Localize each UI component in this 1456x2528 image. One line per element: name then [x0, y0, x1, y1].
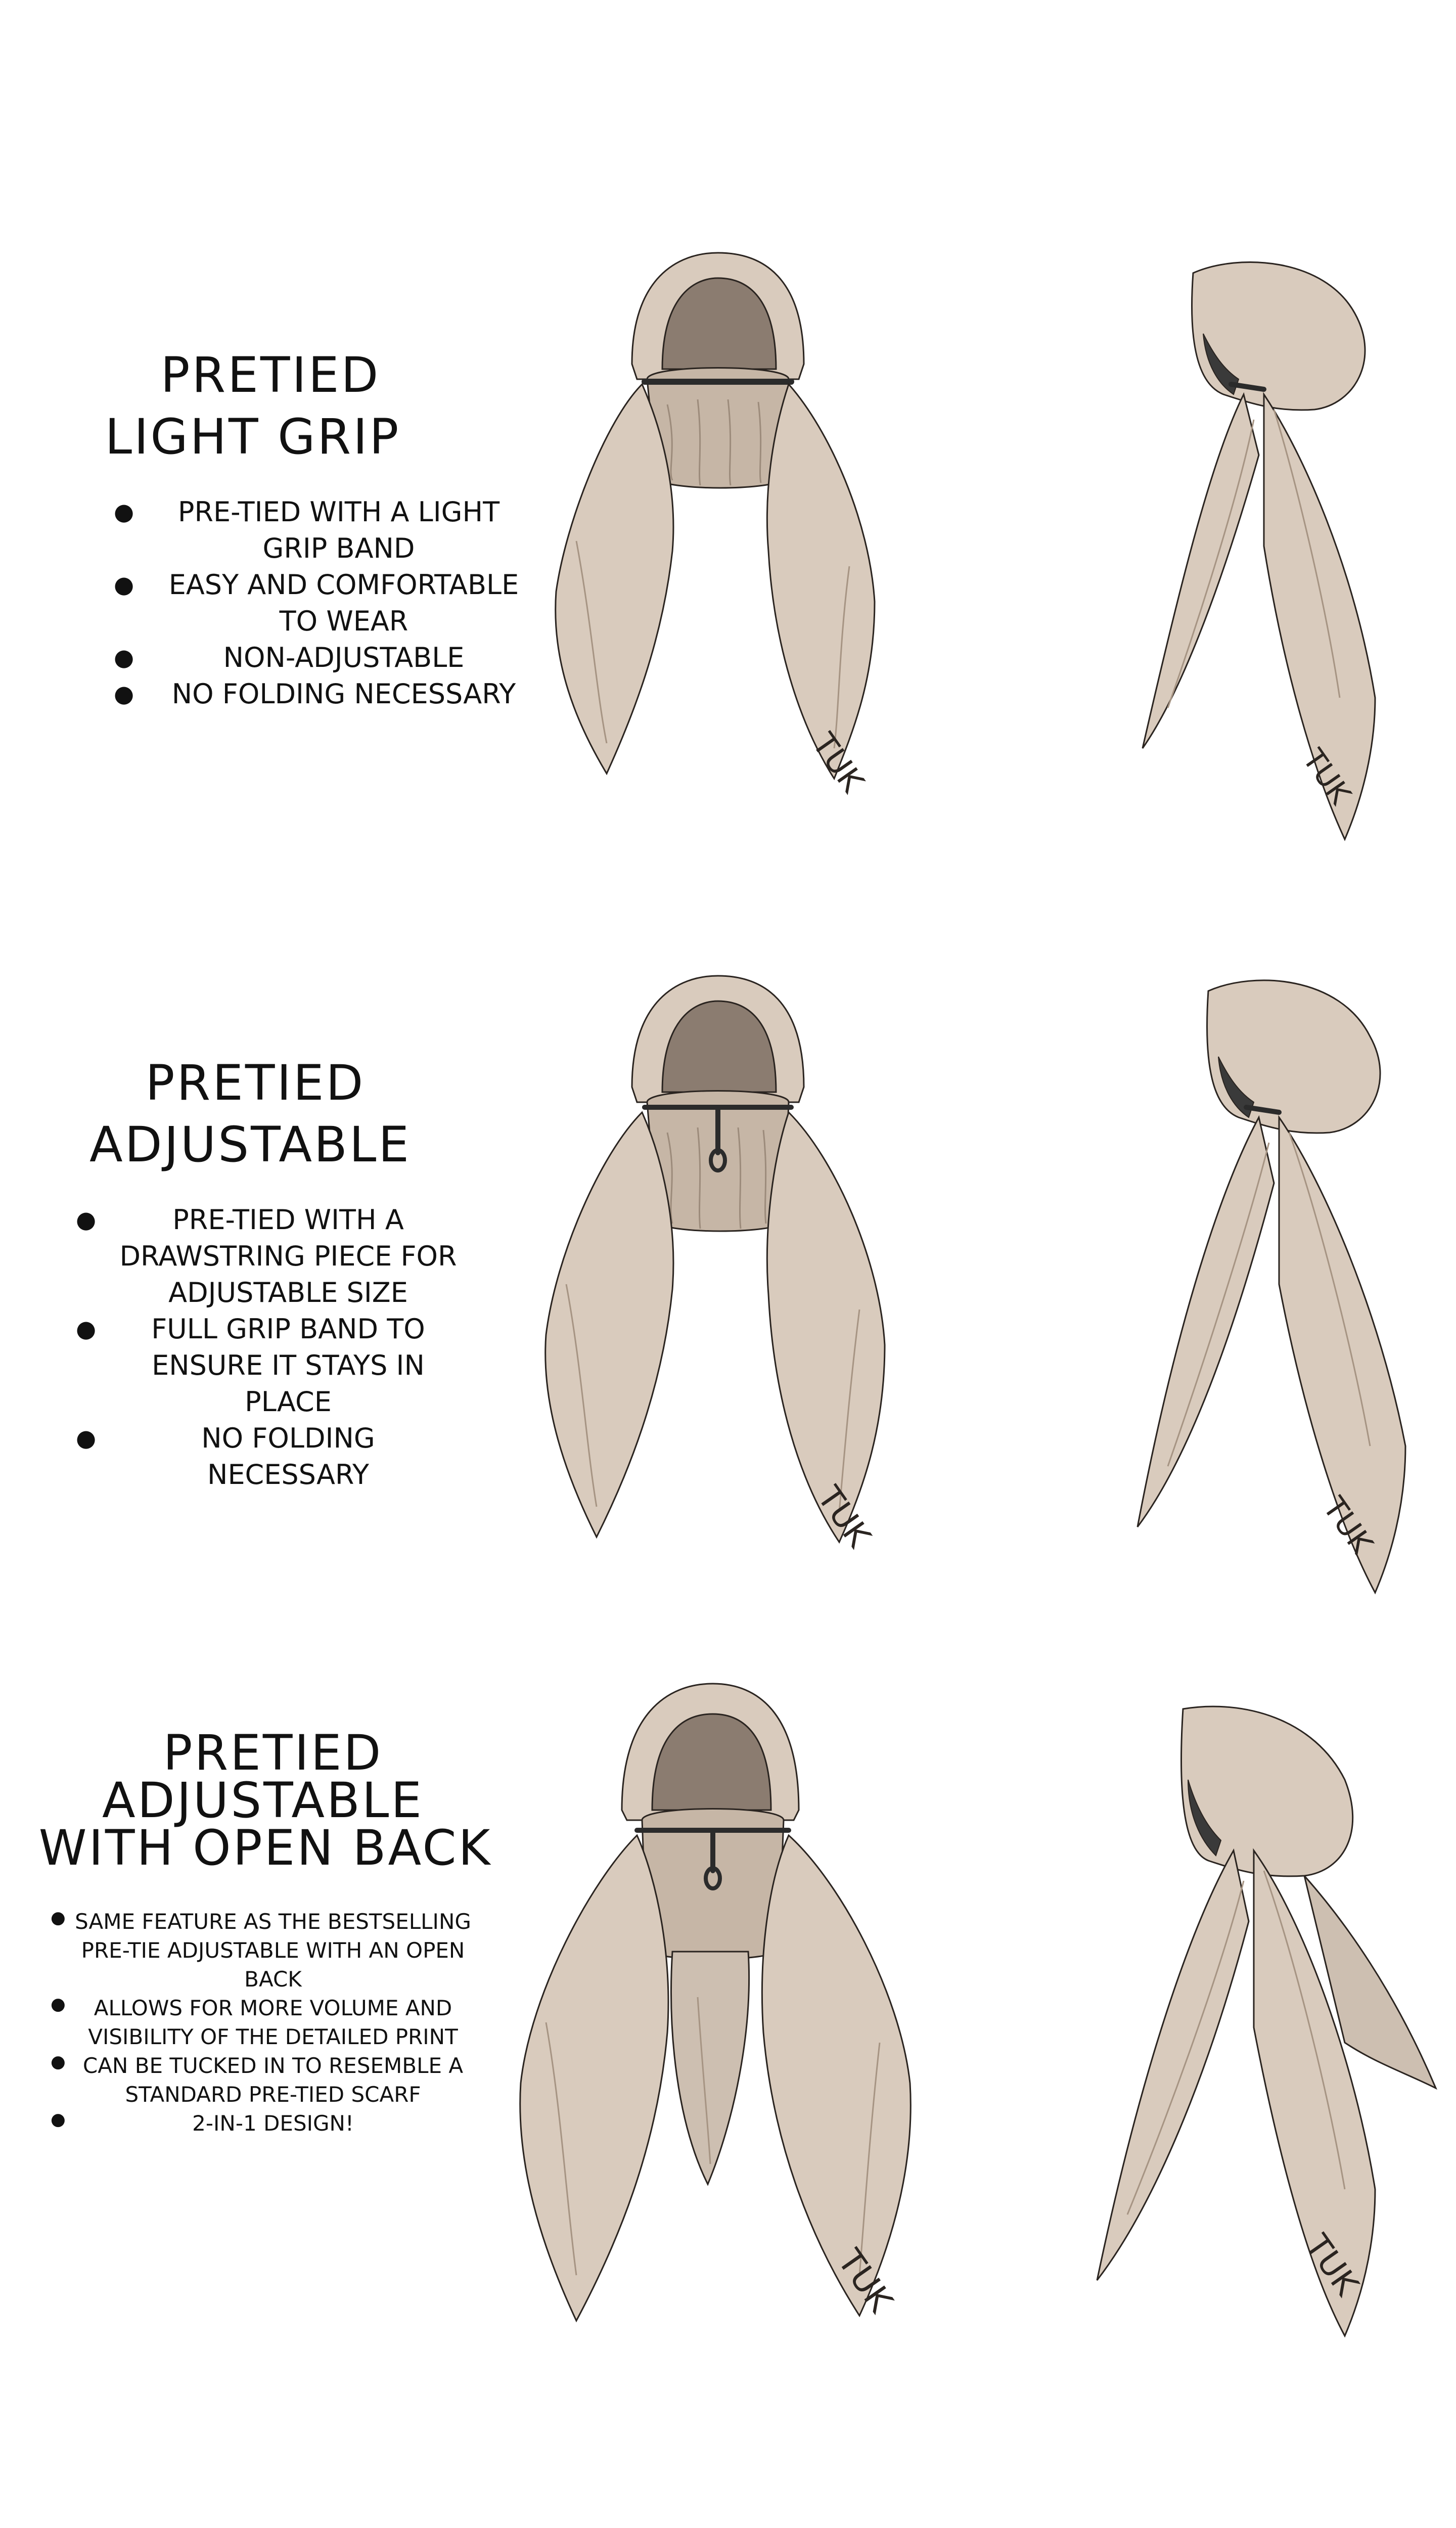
bullet-icon: ● [51, 1994, 66, 2014]
scarf-side-illustration [1092, 1679, 1446, 2346]
feature-text: SAME FEATURE AS THE BESTSELLING PRE-TIE ADJUSTABLE WITH AN OPEN BACK [75, 1909, 471, 1992]
feature-text: NON-ADJUSTABLE [223, 642, 465, 674]
section-title [0, 1057, 511, 1171]
feature-item [0, 2051, 475, 2109]
feature-text: PRE-TIED WITH A LIGHT GRIP BAND [177, 496, 500, 565]
scarf-front-illustration [536, 961, 950, 1598]
section-adjustable [0, 910, 1456, 1658]
brand-mark: TUK [805, 726, 872, 799]
section-adjustable-open-back [0, 1658, 1456, 2528]
feature-item [0, 676, 536, 712]
bullet-icon: ● [51, 2109, 66, 2130]
feature-list [0, 1202, 511, 1493]
feature-item [0, 1994, 475, 2051]
text-column [0, 347, 519, 712]
feature-list [0, 494, 519, 712]
feature-item [0, 1311, 460, 1420]
section-title [0, 349, 511, 464]
bullet-icon: ● [51, 2052, 66, 2072]
title-line: ADJUSTABLE [89, 1116, 411, 1173]
bullet-icon: ● [114, 498, 134, 526]
title-line: PRETIED [163, 1725, 383, 1781]
feature-text: FULL GRIP BAND TO ENSURE IT STAYS IN PLACE [151, 1313, 425, 1418]
title-line: PRETIED [160, 347, 381, 403]
text-column [0, 1725, 526, 2138]
feature-text: CAN BE TUCKED IN TO RESEMBLE A STANDARD PRE-TIED SCARF [82, 2053, 464, 2107]
text-column [0, 1057, 511, 1493]
feature-text: 2-IN-1 DESIGN! [192, 2111, 354, 2136]
scarf-side-illustration [1112, 243, 1426, 849]
scarf-front-illustration [516, 1668, 961, 2336]
feature-list [0, 1907, 526, 2138]
bullet-icon: ● [51, 1908, 66, 1928]
brand-mark: TUK [1296, 743, 1358, 810]
feature-item [0, 1202, 460, 1311]
bullet-icon: ● [76, 1315, 97, 1343]
bullet-icon: ● [76, 1424, 97, 1452]
title-line: WITH OPEN BACK [38, 1820, 492, 1876]
feature-text: EASY AND COMFORTABLE TO WEAR [168, 569, 519, 638]
feature-text: ALLOWS FOR MORE VOLUME AND VISIBILITY OF THE DETAILED PRINT [88, 1996, 458, 2049]
title-line: LIGHT GRIP [105, 408, 401, 465]
feature-item [0, 1420, 460, 1493]
brand-mark: TUK [830, 2242, 900, 2320]
feature-item [0, 494, 536, 567]
brand-mark: TUK [809, 1479, 878, 1554]
bullet-icon: ● [114, 680, 134, 708]
feature-item [0, 2109, 475, 2138]
section-title [0, 1725, 526, 1876]
feature-text: PRE-TIED WITH A DRAWSTRING PIECE FOR ADJUSTABLE SIZE [119, 1204, 457, 1309]
scarf-front-illustration [546, 238, 950, 844]
feature-item [0, 640, 536, 676]
brand-mark: TUK [1315, 1491, 1380, 1561]
brand-mark: TUK [1297, 2228, 1366, 2303]
title-line: PRETIED [145, 1055, 366, 1111]
bullet-icon: ● [114, 571, 134, 599]
scarf-side-illustration [1122, 961, 1436, 1598]
feature-text: NO FOLDING NECESSARY [171, 678, 516, 710]
title-line: ADJUSTABLE [102, 1772, 424, 1829]
section-light-grip [0, 0, 1456, 910]
feature-text: NO FOLDING NECESSARY [201, 1422, 375, 1491]
bullet-icon: ● [114, 644, 134, 671]
feature-item [0, 1907, 475, 1994]
feature-item [0, 567, 536, 640]
bullet-icon: ● [76, 1206, 97, 1234]
